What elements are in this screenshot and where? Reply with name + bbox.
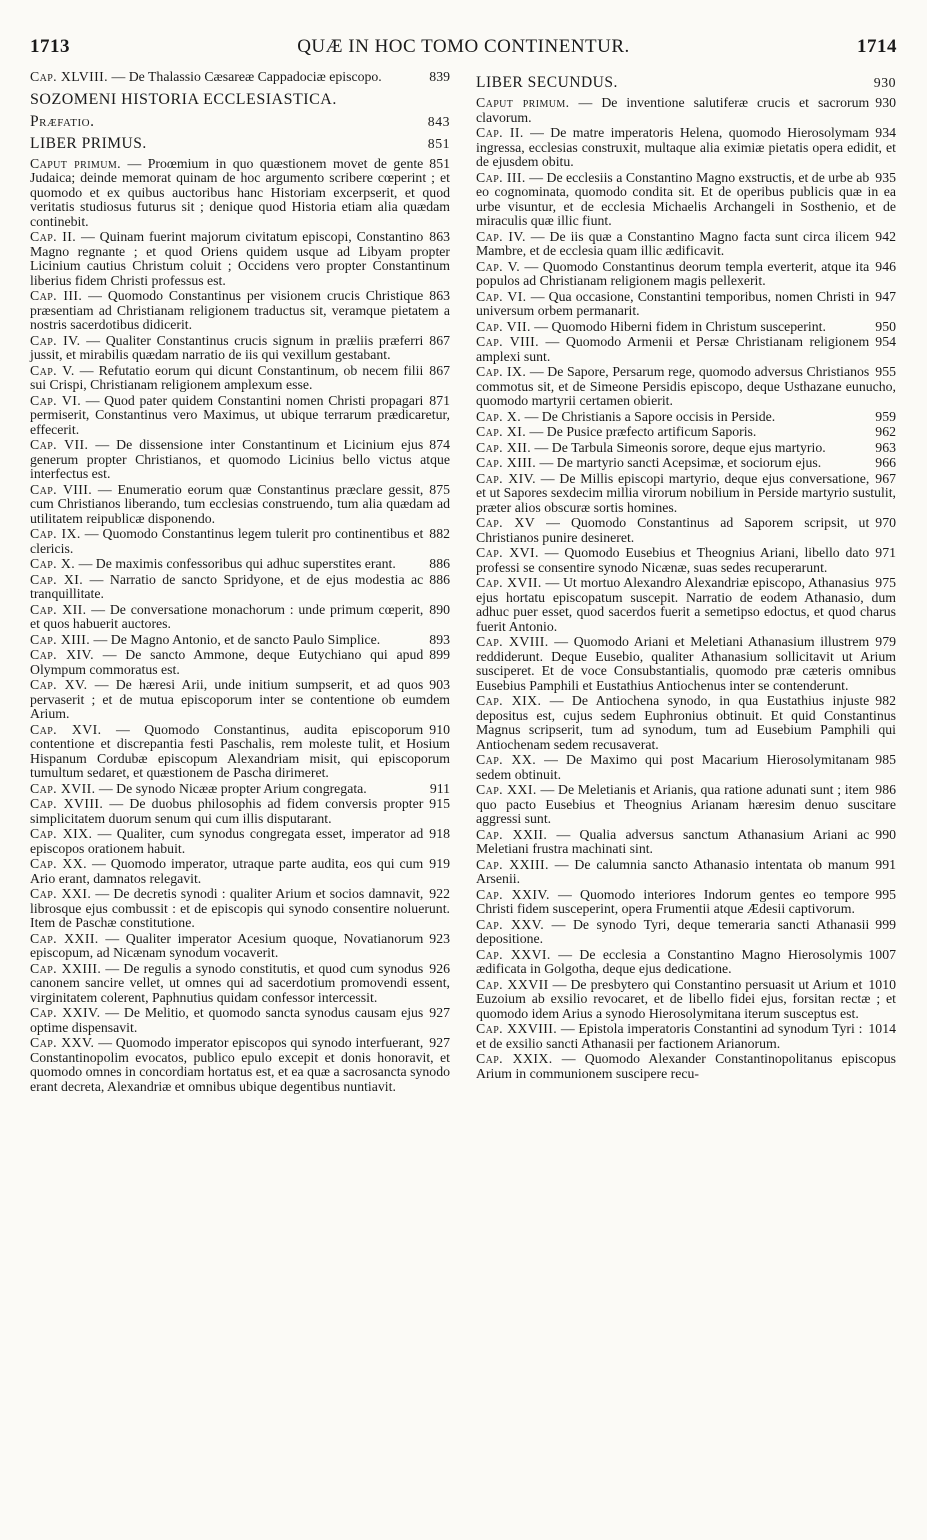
- entry-text: — Quomodo interiores Indorum gentes eo tempore Christi fidem susceperint, opera Frumentii atque Ædesii captivorum.: [476, 886, 870, 916]
- entry-page: 863: [429, 288, 450, 303]
- entry-chapter: Cap. IX.: [476, 364, 527, 379]
- entry-text: — Qualiter Constantinus crucis signum in præliis præferri jussit, et mirabilis quædam narratio de iis qui vexillum gestabant.: [30, 332, 424, 362]
- entry-text: — Quomodo imperator episcopos qui synodo interfuerant, Constantinopolim evocatos, publico epulo excepit et donis honoravit, et quomodo omnes in concordiam hortatus est, et ea quæ a sacrosancta synodo erant decreta, Alexandriæ et omnibus ubique degentibus nuntiavit.: [30, 1035, 450, 1094]
- entry-text: — De conversatione monachorum : unde primum cœperit, et quos habuerit auctores.: [30, 601, 424, 631]
- praefatio-label: Præfatio.: [30, 112, 95, 130]
- entry-text: — De Antiochena synodo, in qua Eustathius injuste depositus est, cujus sedem Euphronius obtinuit. Et quid Constantinus Magnus scripserit, tum ad synodum, tum ad Eusebium Pamphili qui Antiochenam sedem recusaverat.: [476, 693, 896, 752]
- entry-text: — Quomodo Constantinus, audita episcoporum contentione et discrepantia festi Paschalis, rem moleste tulit, et Hosium Hispanum Cordubæ episcopum Alexandriam misit, qui episcoporum tumultum sedaret, et quæstionem de Pascha dirimeret.: [30, 721, 450, 780]
- entry-chapter: Cap. X.: [476, 408, 522, 424]
- entry-chapter: Cap. XXV.: [476, 916, 545, 932]
- entry-text: — Refutatio eorum qui dicunt Constantinum, ob necem filii sui Crispi, Christianam religionem amplexum esse.: [30, 362, 424, 392]
- entry-text: — Quomodo Constantinus per visionem crucis Christique præsentiam ad Christianam religionem traductus sit, veramque pietatem a nostris sacerdotibus didicerit.: [30, 288, 450, 332]
- entry-chapter: Cap. XII.: [30, 601, 87, 617]
- entry-page: 963: [875, 439, 896, 455]
- toc-entry: [476, 320, 896, 335]
- entry-chapter: Cap. XVI.: [30, 721, 102, 737]
- entry-page: 990: [875, 826, 896, 842]
- toc-entry: [30, 364, 450, 393]
- entry-text: — De ecclesiis a Constantino Magno exstructis, et de urbe ab eo cognominata, quomodo condita sit. Et de operibus publicis quæ in ea urbe visuntur, et de ecclesia Michaelis Archangeli in Sosthenio, et de miraculis quæ illic fiunt.: [476, 169, 896, 228]
- left-column: [30, 70, 450, 1095]
- toc-entry: [476, 576, 896, 634]
- toc-entry: [30, 527, 450, 556]
- entry-text: — De Sapore, Persarum rege, quomodo adversus Christianos commotus sit, et de Simeone Persidis episcopo, deque Usthazane eunucho, quomodo martyrii certamen obierit.: [476, 364, 896, 408]
- entry-chapter: Cap. II.: [30, 229, 77, 244]
- entry-page: 886: [429, 571, 450, 587]
- entry-chapter: Cap. IV.: [476, 228, 526, 244]
- toc-entry: [476, 783, 896, 827]
- entry-text: — Quomodo Constantinus ad Saporem scripsit, ut Christianos punire desineret.: [476, 515, 870, 545]
- entry-page: 839: [429, 69, 450, 84]
- entry-text: — Quomodo Constantinus deorum templa everterit, atque ita populos ad Christianam religionem magis pellexerit.: [476, 258, 870, 288]
- toc-entry: [476, 948, 896, 977]
- entry-page: 955: [875, 364, 896, 379]
- entry-page: 959: [875, 408, 896, 424]
- page-number-left: 1713: [30, 36, 70, 57]
- entry-chapter: Cap. XXVII: [476, 976, 549, 992]
- entry-text: — De maximis confessoribus qui adhuc superstites erant.: [78, 556, 396, 571]
- toc-entry: [30, 230, 450, 288]
- entry-text: — Qua occasione, Constantini temporibus, nomen Christi in universum orbem permanarit.: [476, 288, 870, 318]
- right-column: [476, 70, 896, 1082]
- toc-entry: [30, 723, 450, 781]
- entry-text: — De decretis synodi : qualiter Arium et socios damnavit, librosque ejus combussit : et de episcopis qui synodo consentire noluerunt. Item de Paschæ constitutione.: [30, 886, 450, 930]
- entry-page: 967: [875, 470, 896, 486]
- liber-secundus-page: 930: [873, 75, 896, 90]
- entry-page: 871: [429, 392, 450, 408]
- entry-page: 903: [429, 677, 450, 692]
- entry-page: 867: [429, 362, 450, 378]
- toc-entry: [476, 472, 896, 516]
- toc-entry: [476, 888, 896, 917]
- entry-chapter: Cap. IX.: [30, 526, 81, 541]
- entry-chapter: Cap. III.: [476, 169, 526, 185]
- entry-text: — Enumeratio eorum quæ Constantinus præclare gessit, cum Christianos liberando, tum ecclesias construendo, tum alia quædam ad utilitatem reipublicæ disponendo.: [30, 481, 450, 526]
- entry-chapter: Cap. XX.: [30, 856, 87, 871]
- entry-chapter: Cap. V.: [476, 258, 521, 274]
- entry-page: 882: [429, 526, 450, 541]
- entry-chapter: Cap. XIX.: [30, 826, 93, 841]
- entry-chapter: Cap. XLVIII.: [30, 69, 109, 84]
- entry-page: 954: [875, 334, 896, 349]
- left-entries-list: [30, 157, 450, 1095]
- entry-chapter: Cap. XVIII.: [476, 634, 549, 649]
- entry-text: — Narratio de sancto Spridyone, et de ejus modestia ac tranquillitate.: [30, 571, 424, 601]
- toc-entry: [476, 918, 896, 947]
- entry-chapter: Cap. XIV.: [476, 470, 537, 486]
- toc-entry: [476, 260, 896, 289]
- entry-page: 910: [429, 721, 450, 737]
- entry-chapter: Cap. XXIII.: [30, 960, 102, 976]
- entry-text: — Quomodo Armenii et Persæ Christianam religionem amplexi sunt.: [476, 334, 870, 364]
- entry-page: 923: [429, 930, 450, 946]
- toc-entry: [476, 828, 896, 857]
- toc-entry: [476, 410, 896, 425]
- toc-entry: [30, 573, 450, 602]
- entry-text: — Quomodo imperator, utraque parte audita, eos qui cum Ario erant, damnatos relegavit.: [30, 856, 424, 886]
- entry-text: — De synodo Tyri, deque temeraria sancti Athanasii depositione.: [476, 916, 870, 946]
- right-entries-list: [476, 96, 896, 1081]
- entry-chapter: Cap. XIV.: [30, 647, 94, 662]
- entry-page: 1007: [868, 946, 896, 962]
- entry-page: 985: [875, 752, 896, 767]
- toc-entry: [476, 1052, 896, 1081]
- entry-chapter: Cap. VIII.: [30, 481, 93, 497]
- entry-page: 890: [429, 601, 450, 617]
- entry-text: — De synodo Nicææ propter Arium congregata.: [98, 780, 367, 796]
- entry-page: 922: [429, 886, 450, 901]
- toc-entry: [476, 635, 896, 693]
- toc-entry: [476, 694, 896, 752]
- toc-entry: [30, 797, 450, 826]
- toc-entry: [30, 289, 450, 333]
- entry-text: — Qualiter, cum synodus congregata esset, imperator ad episcopos orationem habuit.: [30, 826, 424, 856]
- toc-entry: [476, 126, 896, 170]
- toc-entry: [476, 858, 896, 887]
- toc-entry: [30, 557, 450, 572]
- toc-entry: [476, 335, 896, 364]
- entry-chapter: Cap. XVIII.: [30, 796, 104, 811]
- toc-entry: [476, 365, 896, 409]
- entry-chapter: Cap. IV.: [30, 332, 81, 348]
- entry-chapter: Cap. XXVI.: [476, 946, 551, 962]
- entry-text: — De dissensione inter Constantinum et Licinium ejus generum propter Christianos, et quomodo Licinius bello victus atque interfectus est.: [30, 437, 450, 481]
- entry-page: 962: [875, 424, 896, 439]
- toc-entry: [30, 782, 450, 797]
- entry-text: — Quomodo Ariani et Meletiani Athanasium illustrem reddiderunt. Deque Eusebio, qualiter Athanasium sollicitavit ut Arium susciperet. Et de voce Consubstantialis, quomodo præ cæteris omnibus Eusebius Pamphili et Eustathius Antiochenus inter se contenderunt.: [476, 634, 896, 693]
- toc-entry: [476, 978, 896, 1022]
- entry-text: — De Melitio, et quomodo sancta synodus causam ejus optime dispensavit.: [30, 1005, 424, 1035]
- liber-primus-heading: [30, 135, 450, 153]
- entry-chapter: Cap. XXIX.: [476, 1051, 553, 1066]
- entry-page: 886: [429, 556, 450, 571]
- entry-page: 915: [429, 796, 450, 811]
- entry-chapter: Caput primum.: [476, 95, 570, 110]
- entry-page: 934: [875, 125, 896, 140]
- entry-page: 926: [429, 960, 450, 976]
- entry-chapter: Cap. XXII.: [30, 930, 99, 946]
- toc-entry: [30, 857, 450, 886]
- toc-entry: [476, 441, 896, 456]
- praefatio-line: [30, 113, 450, 131]
- toc-entry: [476, 96, 896, 125]
- entry-page: 899: [429, 647, 450, 662]
- entry-text: — De inventione salutiferæ crucis et sacrorum clavorum.: [476, 95, 870, 125]
- entry-page: 851: [429, 155, 450, 171]
- entry-chapter: Cap. XXIV.: [30, 1005, 101, 1020]
- entry-text: — De Meletianis et Arianis, qua ratione adunati sunt ; item quo pacto Eusebius et Theognius Arianam hæresim denuo suscitare aggressi sunt.: [476, 782, 896, 826]
- entry-page: 911: [429, 780, 450, 796]
- entry-text: — Ut mortuo Alexandro Alexandriæ episcopo, Athanasius ejus hortatu episcopatum suscepit. Narratio de eodem Athanasio, dum adhuc puer esset, quod sacerdos fuerit a semetipso edoctus, et quod charus fuerit Antonio.: [476, 575, 896, 634]
- entry-page: 875: [429, 481, 450, 497]
- liber-primus-page: 851: [427, 135, 450, 151]
- entry-page: 995: [875, 886, 896, 902]
- toc-entry: [476, 456, 896, 471]
- entry-page: 927: [429, 1035, 450, 1050]
- toc-entry: [30, 157, 450, 230]
- entry-page: 966: [875, 455, 896, 470]
- entry-text: — De Pusice præfecto artificum Saporis.: [529, 424, 757, 439]
- entry-chapter: Cap. XXIV.: [476, 886, 550, 902]
- toc-entry: [476, 1022, 896, 1051]
- entry-text: — De presbytero qui Constantino persuasit ut Arium et Euzoium ab exsilio revocaret, et de libello fidei ejus, forsitan rectæ ; et quomodo idem Arius a synodo Hierosolymitana iterum susceptus est.: [476, 976, 896, 1021]
- entry-page: 975: [875, 575, 896, 590]
- entry-chapter: Cap. XXI.: [476, 782, 537, 797]
- entry-chapter: Cap. XXI.: [30, 886, 92, 901]
- entry-text: — Quomodo Alexander Constantinopolitanus episcopus Arium in communionem suscipere recu-: [476, 1051, 896, 1081]
- entry-chapter: Cap. XI.: [476, 424, 527, 439]
- toc-entry: [30, 827, 450, 856]
- entry-page: 979: [875, 634, 896, 649]
- toc-entry: [476, 753, 896, 782]
- entry-chapter: Cap. XXVIII.: [476, 1021, 558, 1036]
- entry-page: 935: [875, 169, 896, 185]
- entry-chapter: Cap. III.: [30, 288, 83, 303]
- toc-entry: [476, 290, 896, 319]
- entry-text: — Quinam fuerint majorum civitatum episcopi, Constantino Magno regnante ; et quod Oriens quidem usque ad Libyam propter Licinium cautius Christum coluit ; Occidens vero propter Constantinum liberius fidem Christi professus est.: [30, 229, 450, 288]
- toc-entry: [30, 962, 450, 1006]
- liber-secundus-label: LIBER SECUNDUS.: [476, 74, 618, 91]
- entry-text: — De Tarbula Simeonis sorore, deque ejus martyrio.: [534, 439, 826, 455]
- toc-entry: [30, 438, 450, 482]
- toc-entry: [30, 932, 450, 961]
- entry-chapter: Cap. XV.: [30, 677, 88, 692]
- entry-text: — De regulis a synodo constitutis, et quod cum synodus canonem sancire vellet, ut omnes qui ad sacerdotium promovendi essent, virginitatem colerent, Paphnutius quidam confessor intercessit.: [30, 960, 450, 1005]
- entry-text: — De calumnia sancto Athanasio intentata ob manum Arsenii.: [476, 856, 870, 886]
- entry-page: 927: [429, 1005, 450, 1020]
- entry-chapter: Cap. VIII.: [476, 334, 539, 349]
- entry-text: — De sancto Ammone, deque Eutychiano qui apud Olympum commoratus est.: [30, 647, 424, 677]
- toc-entry: [30, 70, 450, 85]
- entry-page: 919: [429, 856, 450, 871]
- entry-page: 991: [875, 856, 896, 872]
- entry-text: — Epistola imperatoris Constantini ad synodum Tyri : et de exsilio sancti Athanasii per factionem Arianorum.: [476, 1021, 863, 1051]
- entry-text: — Quomodo Constantinus legem tulerit pro continentibus et clericis.: [30, 526, 424, 556]
- entry-page: 946: [875, 258, 896, 274]
- entry-text: — De Thalassio Cæsareæ Cappadociæ episcopo.: [111, 69, 382, 84]
- entry-text: — Quomodo Hiberni fidem in Christum susceperint.: [534, 318, 826, 334]
- entry-page: 930: [875, 95, 896, 110]
- entry-chapter: Cap. XVII.: [476, 575, 542, 590]
- entry-chapter: Cap. XIX.: [476, 693, 542, 708]
- toc-entry: [30, 648, 450, 677]
- running-head: [30, 36, 897, 60]
- liber-primus-label: LIBER PRIMUS.: [30, 134, 147, 152]
- entry-chapter: Cap. XX.: [476, 752, 537, 767]
- entry-chapter: Cap. XVII.: [30, 780, 96, 796]
- entry-chapter: Cap. V.: [30, 362, 75, 378]
- entry-text: — De matre imperatoris Helena, quomodo Hierosolymam ingressa, ecclesias construxit, multaque alia eximiæ pietatis opera edidit, et de ejusdem obitu.: [476, 125, 896, 169]
- toc-entry: [476, 425, 896, 440]
- toc-entry: [30, 483, 450, 527]
- entry-chapter: Cap. XXII.: [476, 826, 548, 842]
- entry-text: — Qualia adversus sanctum Athanasium Ariani ac Meletiani frustra machinati sint.: [476, 826, 870, 856]
- entry-chapter: Cap. XVI.: [476, 545, 539, 560]
- entry-chapter: Cap. XIII.: [30, 631, 91, 647]
- entry-page: 867: [429, 332, 450, 348]
- entry-chapter: Cap. XII.: [476, 439, 532, 455]
- toc-entry: [476, 516, 896, 545]
- section-title: SOZOMENI HISTORIA ECCLESIASTICA.: [30, 90, 337, 108]
- page-title: QUÆ IN HOC TOMO CONTINENTUR.: [297, 36, 630, 57]
- entry-page: 982: [875, 693, 896, 708]
- toc-entry: [30, 633, 450, 648]
- entry-page: 1014: [868, 1021, 896, 1036]
- praefatio-page: 843: [427, 113, 450, 129]
- entry-text: — De Christianis a Sapore occisis in Perside.: [524, 408, 776, 424]
- toc-entry: [30, 678, 450, 722]
- entry-page: 893: [429, 631, 450, 647]
- toc-entry: [30, 394, 450, 438]
- entry-page: 999: [875, 916, 896, 932]
- entry-chapter: Cap. VII.: [476, 318, 531, 334]
- entry-chapter: Cap. XIII.: [476, 455, 537, 470]
- toc-entry: [30, 1006, 450, 1035]
- entry-text: — Proœmium in quo quæstionem movet de gente Judaica; deinde memorat quinam de hoc argumento scribere cœperint ; et quomodo et ex quibus auctoribus hanc Historiam excerpserit, et quod veritatis studiosus futurus sit ; denique quod Historia etiam alia quædam continebit.: [30, 155, 450, 229]
- entry-text: — Quomodo Eusebius et Theognius Ariani, libello dato professi se consentire synodo Nicænæ, suas sedes recuperarunt.: [476, 545, 870, 575]
- toc-entry: [30, 334, 450, 363]
- entry-page: 971: [875, 545, 896, 560]
- entry-page: 1010: [868, 976, 896, 992]
- entry-text: — De Millis episcopi martyrio, deque ejus conversatione, et ut Sapores sexdecim millia virorum nobilium in Perside martyrio sustulit, præter alios obscuræ sortis homines.: [476, 470, 896, 515]
- entry-page: 947: [875, 288, 896, 304]
- toc-entry: [30, 1036, 450, 1094]
- entry-page: 918: [429, 826, 450, 841]
- entry-text: — De martyrio sancti Acepsimæ, et sociorum ejus.: [539, 455, 822, 470]
- toc-entry: [476, 546, 896, 575]
- toc-entry: [30, 887, 450, 931]
- toc-entry: [30, 603, 450, 632]
- entry-page: 942: [875, 228, 896, 244]
- toc-entry: [476, 230, 896, 259]
- entry-chapter: Cap. X.: [30, 556, 76, 571]
- entry-text: — De iis quæ a Constantino Magno facta sunt circa ilicem Mambre, et de ecclesia quam illic ædificavit.: [476, 228, 870, 258]
- entry-chapter: Cap. XI.: [30, 571, 84, 587]
- entry-text: — De ecclesia a Constantino Magno Hierosolymis ædificata in Golgotha, deque ejus dedicatione.: [476, 946, 863, 976]
- entry-page: 970: [875, 515, 896, 530]
- entry-chapter: Cap. VII.: [30, 437, 89, 452]
- liber-secundus-heading: [476, 74, 896, 92]
- entry-chapter: Cap. XXIII.: [476, 856, 549, 872]
- entry-text: — De Maximo qui post Macarium Hierosolymitanam sedem obtinuit.: [476, 752, 870, 782]
- entry-chapter: Cap. XXV.: [30, 1035, 95, 1050]
- entry-chapter: Cap. II.: [476, 125, 524, 140]
- entry-chapter: Caput primum.: [30, 155, 121, 171]
- entry-page: 950: [875, 318, 896, 334]
- entry-text: — Quod pater quidem Constantini nomen Christi propagari permiserit, Constantinus vero Maximus, ut ubique terrarum prædicaretur, effecerit.: [30, 392, 450, 437]
- entry-text: — Qualiter imperator Acesium quoque, Novatianorum episcopum, ad Nicænam synodum vocaverit.: [30, 930, 424, 960]
- entry-text: — De duobus philosophis ad fidem conversis propter simplicitatem duorum senum qui cum illis disputarant.: [30, 796, 424, 826]
- entry-page: 863: [429, 229, 450, 244]
- page-number-right: 1714: [857, 36, 897, 57]
- entry-text: — De hæresi Arii, unde initium sumpserit, et ad quos pervaserit ; et de mutua episcoporum inter se contentione ob eumdem Arium.: [30, 677, 450, 721]
- entry-chapter: Cap. VI.: [30, 392, 82, 408]
- entry-chapter: Cap. VI.: [476, 288, 527, 304]
- entry-page: 874: [429, 437, 450, 452]
- entry-text: — De Magno Antonio, et de sancto Paulo Simplice.: [93, 631, 381, 647]
- entry-chapter: Cap. XV: [476, 515, 536, 530]
- toc-entry: [476, 171, 896, 229]
- entry-page: 986: [875, 782, 896, 797]
